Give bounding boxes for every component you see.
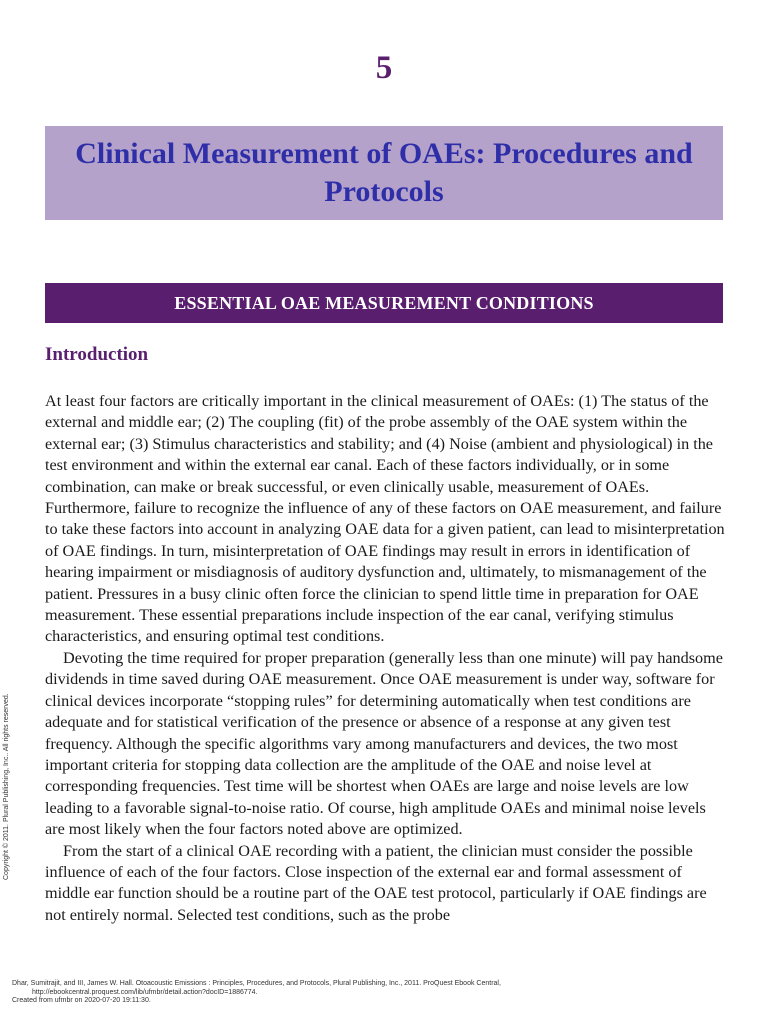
footer-created-line: Created from ufmbr on 2020-07-20 19:11:30. [12, 997, 151, 1004]
paragraph-2: Devoting the time required for proper preparation (generally less than one minute) will pay handsome dividends in time saved during OAE measurement. Once OAE measurement is under way, software for clinical devices incorporate “stopping rules” for determining automatically when test conditions are adequate and for statistical verification of the presence or absence of a response at any given test frequency. Although the specific algorithms vary among manufacturers and devices, the two most important criteria for stopping data collection are the amplitude of the OAE and noise level at corresponding frequencies. Test time will be shortest when OAEs are large and noise levels are low leading to a favorable signal-to-noise ratio. Of course, high amplitude OAEs and minimal noise levels are most likely when the four factors noted above are optimized. [45, 648, 723, 839]
subheading-introduction: Introduction [45, 344, 149, 365]
footer-citation-line: Dhar, Sumitrajit, and III, James W. Hall. Otoacoustic Emissions : Principles, Procedures, and Protocols, Plural Publishing, Inc., 2011. ProQuest Ebook Central, [12, 980, 501, 987]
body-text [45, 391, 725, 926]
side-copyright-notice: Copyright © 2011. Plural Publishing, Inc.. All rights reserved. [3, 693, 10, 880]
paragraph-3: From the start of a clinical OAE recording with a patient, the clinician must consider the possible influence of each of the four factors. Close inspection of the external ear and formal assessment of middle ear function should be a routine part of the OAE test protocol, particularly if OAE findings are not entirely normal. Selected test conditions, such as the probe [45, 841, 707, 924]
section-banner [45, 283, 723, 323]
chapter-number: 5 [375, 50, 393, 86]
section-heading: ESSENTIAL OAE MEASUREMENT CONDITIONS [174, 292, 594, 313]
paragraph-1: At least four factors are critically important in the clinical measurement of OAEs: (1) The status of the external and middle ear; (2) The coupling (fit) of the probe assembly of the OAE system within the external ear; (3) Stimulus characteristics and stability; and (4) Noise (ambient and physiological) in the test environment and within the external ear canal. Each of these factors individually, or in some combination, can make or break successful, or even clinically usable, measurement of OAEs. Furthermore, failure to recognize the influence of any of these factors on OAE measurement, and failure to take these factors into account in analyzing OAE data for a given patient, can lead to misinterpretation of OAE findings. In turn, misinterpretation of OAE findings may result in errors in identification of hearing impairment or misdiagnosis of auditory dysfunction and, ultimately, to mismanagement of the patient. Pressures in a busy clinic often force the clinician to spend little time in preparation for OAE measurement. These essential preparations include inspection of the ear canal, verifying stimulus characteristics, and ensuring optimal test conditions. [45, 392, 725, 646]
footer-url-line: http://ebookcentral.proquest.com/lib/ufmbr/detail.action?docID=1886774. [32, 988, 258, 996]
citation-footer [12, 980, 501, 1006]
chapter-title: Clinical Measurement of OAEs: Procedures and Protocols [75, 137, 693, 208]
chapter-title-box [45, 126, 723, 220]
